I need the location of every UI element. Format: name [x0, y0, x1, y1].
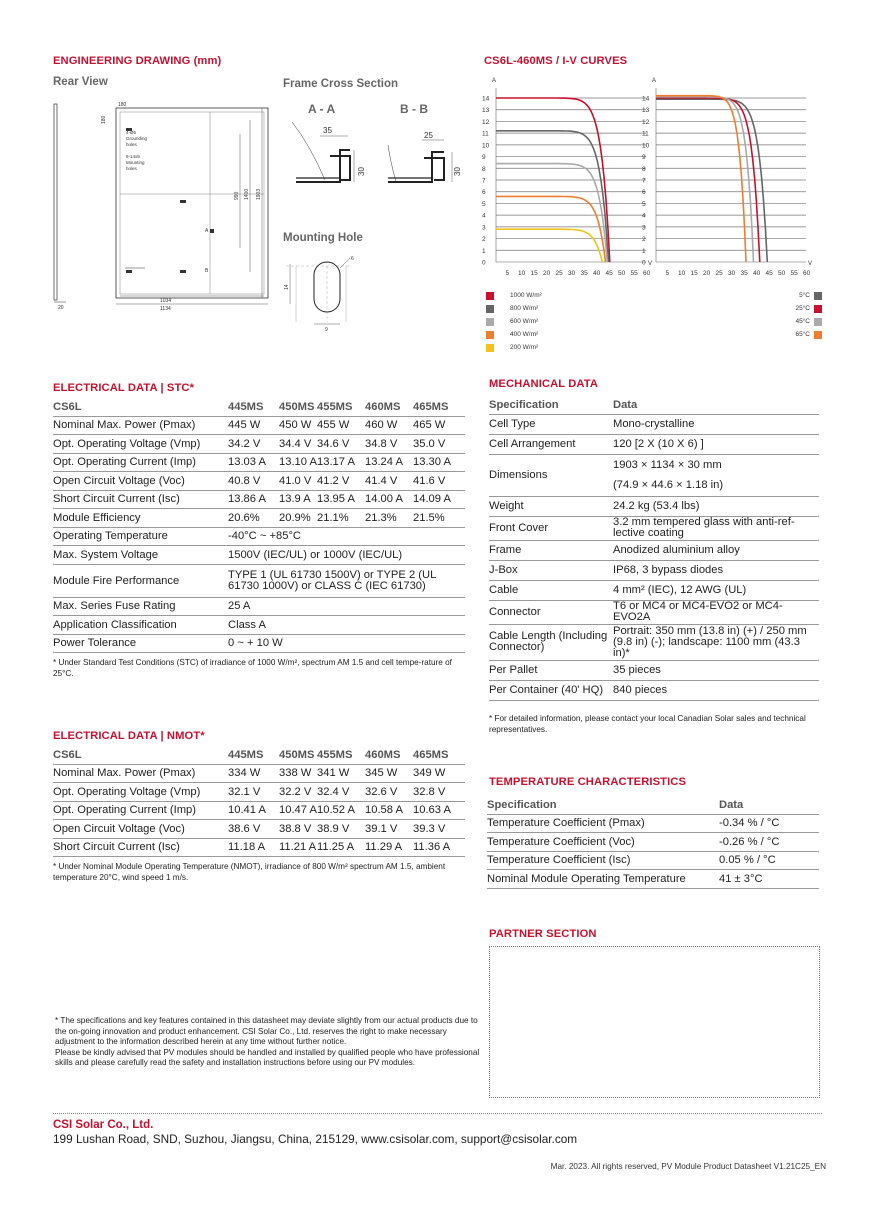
iv-x-unit: V: [648, 261, 653, 267]
temp-cell: 0.05 % / °C: [719, 851, 819, 870]
legend-swatch: [814, 331, 822, 339]
iv-y-tick: 12: [482, 118, 490, 126]
stc-note: * Under Standard Test Conditions (STC) of irradiance of 1000 W/m², spectrum AM 1.5 and cell tempe-rature of 25°C.: [53, 658, 452, 678]
table-row: [489, 624, 819, 660]
disclaimer-p1: * The specifications and key features contained in this datasheet may deviate slightly from our actual products due to the on-going innovation and product enhancement. CSI Solar Co., Ltd. reserves the right to make necessary adjustment to the information described herein at any time without further notice.: [55, 1016, 478, 1046]
engineering-drawing: [50, 90, 470, 340]
stc-span-cell: -40°C ~ +85°C: [228, 527, 465, 546]
mech-data: Mono-crystalline: [613, 414, 819, 434]
nmot-cell: 10.58 A: [365, 801, 413, 820]
mech-h1: Data: [613, 396, 819, 414]
iv-x-tick: 40: [753, 270, 761, 277]
iv-y-tick: 4: [482, 212, 486, 220]
nmot-cell: 38.8 V: [279, 820, 317, 839]
mechanical-note: * For detailed information, please contact your local Canadian Solar sales and technical representatives.: [489, 714, 806, 734]
footer-divider: [53, 1113, 822, 1114]
mech-spec: Cell Arrangement: [489, 434, 613, 454]
dim-20: 20: [58, 305, 64, 311]
nmot-h1: 445MS: [228, 746, 279, 764]
stc-cell: Short Circuit Current (Isc): [53, 490, 228, 509]
mech-spec: Front Cover: [489, 516, 613, 540]
dim-6: 6: [351, 256, 354, 262]
stc-cell: 13.03 A: [228, 453, 279, 472]
iv-y-tick: 11: [642, 130, 649, 138]
iv-y-tick: 7: [482, 177, 486, 185]
nmot-note: * Under Nominal Module Operating Temperature (NMOT), irradiance of 800 W/m² spectrum AM 1.5, ambient temperature 20°C, wind speed 1 m/s.: [53, 862, 446, 882]
dim-9: 9: [325, 327, 328, 333]
mounting-hole-drawing: [284, 256, 354, 333]
nmot-cell: 38.6 V: [228, 820, 279, 839]
iv-y-tick: 4: [642, 212, 646, 220]
nmot-cell: 38.9 V: [317, 820, 365, 839]
partner-title: PARTNER SECTION: [489, 928, 597, 940]
stc-cell: 455 W: [317, 416, 365, 435]
table-row: [53, 472, 465, 491]
stc-cell: 41.2 V: [317, 472, 365, 491]
iv-y-tick: 6: [482, 189, 486, 197]
mech-data: 120 [2 X (10 X 6) ]: [613, 434, 819, 454]
iv-y-tick: 0: [642, 259, 646, 267]
stc-span-cell: Module Fire Performance: [53, 564, 228, 597]
mech-data-line: 1903 × 1134 × 30 mm: [613, 458, 722, 471]
mech-spec: Cell Type: [489, 414, 613, 434]
stc-cell: 20.6%: [228, 509, 279, 528]
legend-label: 5°C: [799, 292, 810, 299]
dim-1400: 1400: [244, 188, 250, 200]
iv-x-tick: 25: [555, 270, 563, 277]
nmot-cell: 11.18 A: [228, 838, 279, 857]
iv-y-tick: 6: [642, 189, 646, 197]
table-row: [53, 616, 465, 635]
mark-a: A: [205, 228, 209, 234]
legend-label: 400 W/m²: [510, 331, 539, 338]
legend-label: 800 W/m²: [510, 305, 539, 312]
stc-span-cell: Max. Series Fuse Rating: [53, 597, 228, 616]
stc-cell: 34.6 V: [317, 435, 365, 454]
footer-company: CSI Solar Co., Ltd.: [53, 1119, 154, 1131]
dim-14: 14: [284, 284, 290, 290]
dim-180: 180: [118, 102, 127, 108]
section-aa-label: A - A: [308, 102, 336, 116]
iv-y-tick: 2: [482, 236, 486, 244]
stc-h0: CS6L: [53, 398, 228, 416]
section-bb-label: B - B: [400, 102, 428, 116]
stc-h5: 465MS: [413, 398, 465, 416]
iv-y-tick: 10: [642, 142, 650, 150]
mounting-label: Mounting: [126, 160, 145, 165]
side-profile: [54, 104, 57, 300]
mounting-hole-label: Mounting Hole: [283, 232, 363, 244]
table-row: [53, 820, 465, 839]
legend-swatch: [486, 318, 494, 326]
nmot-cell: 349 W: [413, 764, 465, 783]
nmot-h5: 465MS: [413, 746, 465, 764]
iv-x-tick: 55: [630, 270, 638, 277]
stc-cell: 21.3%: [365, 509, 413, 528]
mech-data: Portrait: 350 mm (13.8 in) (+) / 250 mm (9.8 in) (-); landscape: 1100 mm (43.3 in)*: [613, 624, 819, 660]
nmot-h0: CS6L: [53, 746, 228, 764]
iv-x-tick: 45: [605, 270, 613, 277]
table-row: [53, 435, 465, 454]
table-row: [53, 801, 465, 820]
iv-x-tick: 35: [740, 270, 748, 277]
mech-spec: Per Pallet: [489, 660, 613, 680]
stc-cell: 35.0 V: [413, 435, 465, 454]
iv-y-tick: 10: [482, 142, 490, 150]
iv-title: CS6L-460MS / I-V CURVES: [484, 55, 628, 67]
table-row: [489, 660, 819, 680]
engineering-title: ENGINEERING DRAWING (mm): [53, 55, 222, 67]
legend-swatch: [486, 305, 494, 313]
stc-table: [53, 398, 465, 653]
stc-cell: 34.4 V: [279, 435, 317, 454]
dim-35: 35: [323, 126, 332, 135]
iv-x-unit: V: [808, 261, 813, 267]
nmot-cell: 32.6 V: [365, 783, 413, 802]
nmot-cell: Opt. Operating Current (Imp): [53, 801, 228, 820]
iv-y-tick: 3: [482, 224, 486, 232]
stc-span-cell: 1500V (IEC/UL) or 1000V (IEC/UL): [228, 546, 465, 565]
mark-b: B: [205, 268, 209, 274]
iv-x-tick: 5: [665, 270, 670, 277]
mech-spec: Per Container (40' HQ): [489, 680, 613, 700]
nmot-cell: 11.29 A: [365, 838, 413, 857]
cross-section-bb: [388, 131, 462, 182]
nmot-cell: 10.63 A: [413, 801, 465, 820]
temperature-table: [487, 796, 819, 889]
stc-cell: 41.6 V: [413, 472, 465, 491]
table-row: [53, 509, 465, 528]
iv-y-tick: 8: [642, 165, 646, 173]
iv-y-tick: 12: [642, 118, 650, 126]
nmot-cell: 10.52 A: [317, 801, 365, 820]
temperature-legend: [770, 290, 830, 346]
nmot-cell: Nominal Max. Power (Pmax): [53, 764, 228, 783]
stc-cell: 450 W: [279, 416, 317, 435]
iv-x-tick: 15: [690, 270, 698, 277]
iv-x-tick: 30: [728, 270, 736, 277]
table-row: [489, 580, 819, 600]
mech-spec: Cable Length (Including Connector): [489, 624, 613, 660]
stc-h4: 460MS: [365, 398, 413, 416]
stc-span-cell: 0 ~ + 10 W: [228, 634, 465, 653]
table-row: [489, 540, 819, 560]
table-row: [53, 453, 465, 472]
table-row: [489, 496, 819, 516]
nmot-h3: 455MS: [317, 746, 365, 764]
temp-cell: Temperature Coefficient (Pmax): [487, 814, 719, 833]
table-row: [53, 597, 465, 616]
iv-x-tick: 40: [593, 270, 601, 277]
dim-1903: 1903: [256, 188, 262, 200]
mech-h0: Specification: [489, 396, 613, 414]
iv-y-tick: 5: [482, 200, 486, 208]
legend-label: 1000 W/m²: [510, 292, 542, 299]
stc-cell: 13.86 A: [228, 490, 279, 509]
stc-span-cell: Max. System Voltage: [53, 546, 228, 565]
nmot-cell: Short Circuit Current (Isc): [53, 838, 228, 857]
legend-label: 25°C: [795, 305, 810, 312]
iv-curve: [496, 164, 607, 262]
stc-cell: 41.4 V: [365, 472, 413, 491]
iv-x-tick: 55: [790, 270, 798, 277]
mech-spec: J-Box: [489, 560, 613, 580]
mech-data: [613, 454, 819, 496]
iv-x-tick: 5: [505, 270, 510, 277]
table-row: [53, 416, 465, 435]
stc-cell: 13.30 A: [413, 453, 465, 472]
table-row: [489, 434, 819, 454]
iv-y-tick: 9: [482, 154, 486, 162]
frame-cross-label: Frame Cross Section: [283, 78, 399, 90]
mech-data: IP68, 3 bypass diodes: [613, 560, 819, 580]
stc-cell: Opt. Operating Voltage (Vmp): [53, 435, 228, 454]
dim-30-b: 30: [453, 167, 462, 176]
stc-h1: 445MS: [228, 398, 279, 416]
mech-data: 35 pieces: [613, 660, 819, 680]
stc-cell: 460 W: [365, 416, 413, 435]
iv-y-tick: 11: [482, 130, 489, 138]
iv-x-tick: 15: [530, 270, 538, 277]
iv-x-tick: 20: [703, 270, 711, 277]
legend-swatch: [814, 292, 822, 300]
stc-span-cell: Application Classification: [53, 616, 228, 635]
mech-data: T6 or MC4 or MC4-EVO2 or MC4-EVO2A: [613, 600, 819, 624]
iv-y-tick: 1: [642, 247, 646, 255]
nmot-table: [53, 746, 465, 857]
iv-y-tick: 1: [482, 247, 486, 255]
iv-y-tick: 9: [642, 154, 646, 162]
nmot-cell: 11.21 A: [279, 838, 317, 857]
partner-box: [489, 946, 820, 1098]
nmot-cell: 39.1 V: [365, 820, 413, 839]
table-row: [53, 838, 465, 857]
disclaimer: [55, 1016, 480, 1069]
iv-y-tick: 3: [642, 224, 646, 232]
stc-cell: 445 W: [228, 416, 279, 435]
stc-cell: 14.00 A: [365, 490, 413, 509]
iv-y-tick: 13: [482, 107, 490, 115]
nmot-cell: 334 W: [228, 764, 279, 783]
stc-cell: 13.9 A: [279, 490, 317, 509]
nmot-cell: 338 W: [279, 764, 317, 783]
legend-swatch: [486, 344, 494, 352]
iv-x-tick: 60: [643, 270, 651, 277]
nmot-cell: 345 W: [365, 764, 413, 783]
nmot-cell: 10.47 A: [279, 801, 317, 820]
legend-label: 45°C: [795, 318, 810, 325]
iv-y-tick: 14: [482, 95, 490, 103]
iv-curves-chart: [470, 70, 830, 290]
nmot-cell: 32.1 V: [228, 783, 279, 802]
holes-label: holes: [126, 142, 137, 147]
nmot-cell: 10.41 A: [228, 801, 279, 820]
dim-1034: 1034: [160, 298, 172, 304]
nmot-cell: Opt. Operating Voltage (Vmp): [53, 783, 228, 802]
stc-cell: 465 W: [413, 416, 465, 435]
iv-x-tick: 50: [618, 270, 626, 277]
iv-curve: [656, 99, 767, 262]
iv-x-tick: 25: [715, 270, 723, 277]
mechanical-title: MECHANICAL DATA: [489, 378, 599, 390]
dim-8-holes: 8-14x9: [126, 154, 140, 159]
table-row: [53, 527, 465, 546]
stc-cell: 21.1%: [317, 509, 365, 528]
stc-cell: 34.8 V: [365, 435, 413, 454]
mechanical-table: [489, 396, 819, 701]
iv-curve: [656, 96, 746, 262]
table-row: [489, 680, 819, 700]
table-row: [489, 414, 819, 434]
dim-180-v: 180: [101, 115, 107, 124]
rear-view-label: Rear View: [53, 76, 108, 88]
stc-cell: Nominal Max. Power (Pmax): [53, 416, 228, 435]
nmot-cell: Open Circuit Voltage (Voc): [53, 820, 228, 839]
iv-x-tick: 35: [580, 270, 588, 277]
table-row: [487, 870, 819, 889]
iv-x-tick: 10: [678, 270, 686, 277]
stc-h3: 455MS: [317, 398, 365, 416]
mech-spec: Weight: [489, 496, 613, 516]
stc-cell: Opt. Operating Current (Imp): [53, 453, 228, 472]
mech-data-line: (74.9 × 44.6 × 1.18 in): [613, 478, 724, 491]
stc-cell: Module Efficiency: [53, 509, 228, 528]
iv-x-tick: 20: [543, 270, 551, 277]
legend-swatch: [486, 292, 494, 300]
dim-4-holes: 4-Ø5: [126, 130, 137, 135]
nmot-cell: 11.36 A: [413, 838, 465, 857]
iv-y-tick: 8: [482, 165, 486, 173]
table-row: [53, 490, 465, 509]
iv-x-tick: 10: [518, 270, 526, 277]
table-row: [487, 833, 819, 852]
legend-swatch: [814, 305, 822, 313]
stc-cell: Open Circuit Voltage (Voc): [53, 472, 228, 491]
stc-cell: 40.8 V: [228, 472, 279, 491]
temp-cell: -0.26 % / °C: [719, 833, 819, 852]
iv-x-tick: 50: [778, 270, 786, 277]
disclaimer-p2: Please be kindly advised that PV modules should be handled and installed by qualified people who have professional skills and please carefully read the safety and installation instructions before using our PV modules.: [55, 1047, 480, 1067]
temp-cell: Temperature Coefficient (Isc): [487, 851, 719, 870]
iv-x-tick: 30: [568, 270, 576, 277]
footer-rights: Mar. 2023. All rights reserved, PV Module Product Datasheet V1.21C25_EN: [550, 1162, 826, 1171]
temp-h1: Data: [719, 796, 819, 814]
iv-y-unit: A: [492, 78, 497, 84]
stc-span-cell: Class A: [228, 616, 465, 635]
stc-cell: 13.10 A: [279, 453, 317, 472]
iv-curve: [496, 229, 602, 262]
table-row: [53, 546, 465, 565]
dim-990: 990: [234, 191, 240, 200]
temperature-title: TEMPERATURE CHARACTERISTICS: [489, 776, 687, 788]
iv-y-tick: 2: [642, 236, 646, 244]
iv-y-tick: 14: [642, 95, 650, 103]
nmot-cell: 341 W: [317, 764, 365, 783]
nmot-title: ELECTRICAL DATA | NMOT*: [53, 730, 205, 742]
table-row: [489, 600, 819, 624]
grounding-label: Grounding: [126, 136, 148, 141]
stc-span-cell: 25 A: [228, 597, 465, 616]
iv-x-tick: 60: [803, 270, 811, 277]
mech-data: 24.2 kg (53.4 lbs): [613, 496, 819, 516]
dim-1134: 1134: [160, 306, 171, 312]
dim-30-a: 30: [357, 167, 366, 176]
temp-h0: Specification: [487, 796, 719, 814]
nmot-h4: 460MS: [365, 746, 413, 764]
stc-cell: 14.09 A: [413, 490, 465, 509]
stc-cell: 21.5%: [413, 509, 465, 528]
stc-cell: 13.24 A: [365, 453, 413, 472]
stc-h2: 450MS: [279, 398, 317, 416]
mech-data: 4 mm² (IEC), 12 AWG (UL): [613, 580, 819, 600]
stc-cell: 41.0 V: [279, 472, 317, 491]
iv-x-tick: 45: [765, 270, 773, 277]
mech-spec: Dimensions: [489, 454, 613, 496]
legend-swatch: [486, 331, 494, 339]
iv-y-tick: 7: [642, 177, 646, 185]
nmot-cell: 32.4 V: [317, 783, 365, 802]
cross-section-aa: [292, 122, 366, 182]
table-row: [53, 634, 465, 653]
mech-spec: Frame: [489, 540, 613, 560]
nmot-cell: 32.2 V: [279, 783, 317, 802]
stc-cell: 13.95 A: [317, 490, 365, 509]
iv-y-tick: 13: [642, 107, 650, 115]
iv-y-unit: A: [652, 78, 657, 84]
mech-data: 3.2 mm tempered glass with anti-ref-lective coating: [613, 516, 819, 540]
table-row: [53, 783, 465, 802]
stc-cell: 20.9%: [279, 509, 317, 528]
stc-cell: 34.2 V: [228, 435, 279, 454]
table-row: [489, 560, 819, 580]
nmot-cell: 11.25 A: [317, 838, 365, 857]
legend-label: 600 W/m²: [510, 318, 539, 325]
table-row: [489, 454, 819, 496]
nmot-cell: 39.3 V: [413, 820, 465, 839]
stc-span-cell: Operating Temperature: [53, 527, 228, 546]
mech-data: Anodized aluminium alloy: [613, 540, 819, 560]
footer-address: 199 Lushan Road, SND, Suzhou, Jiangsu, China, 215129, www.csisolar.com, support@csisolar.com: [53, 1132, 578, 1146]
legend-swatch: [814, 318, 822, 326]
holes-label-2: holes: [126, 166, 137, 171]
stc-title: ELECTRICAL DATA | STC*: [53, 382, 195, 394]
table-row: [53, 564, 465, 597]
mech-data: 840 pieces: [613, 680, 819, 700]
temp-cell: Nominal Module Operating Temperature: [487, 870, 719, 889]
stc-span-cell: TYPE 1 (UL 61730 1500V) or TYPE 2 (UL 61730 1000V) or CLASS C (IEC 61730): [228, 564, 465, 597]
table-row: [53, 764, 465, 783]
temp-cell: 41 ± 3°C: [719, 870, 819, 889]
temp-cell: Temperature Coefficient (Voc): [487, 833, 719, 852]
mech-spec: Cable: [489, 580, 613, 600]
stc-cell: 13.17 A: [317, 453, 365, 472]
table-row: [487, 851, 819, 870]
nmot-h2: 450MS: [279, 746, 317, 764]
table-row: [489, 516, 819, 540]
legend-label: 65°C: [795, 331, 810, 338]
iv-y-tick: 5: [642, 200, 646, 208]
table-row: [487, 814, 819, 833]
legend-label: 200 W/m²: [510, 344, 539, 351]
temp-cell: -0.34 % / °C: [719, 814, 819, 833]
mech-spec: Connector: [489, 600, 613, 624]
irradiance-legend: [486, 290, 566, 358]
nmot-cell: 32.8 V: [413, 783, 465, 802]
stc-span-cell: Power Tolerance: [53, 634, 228, 653]
dim-25: 25: [424, 131, 433, 140]
iv-y-tick: 0: [482, 259, 486, 267]
